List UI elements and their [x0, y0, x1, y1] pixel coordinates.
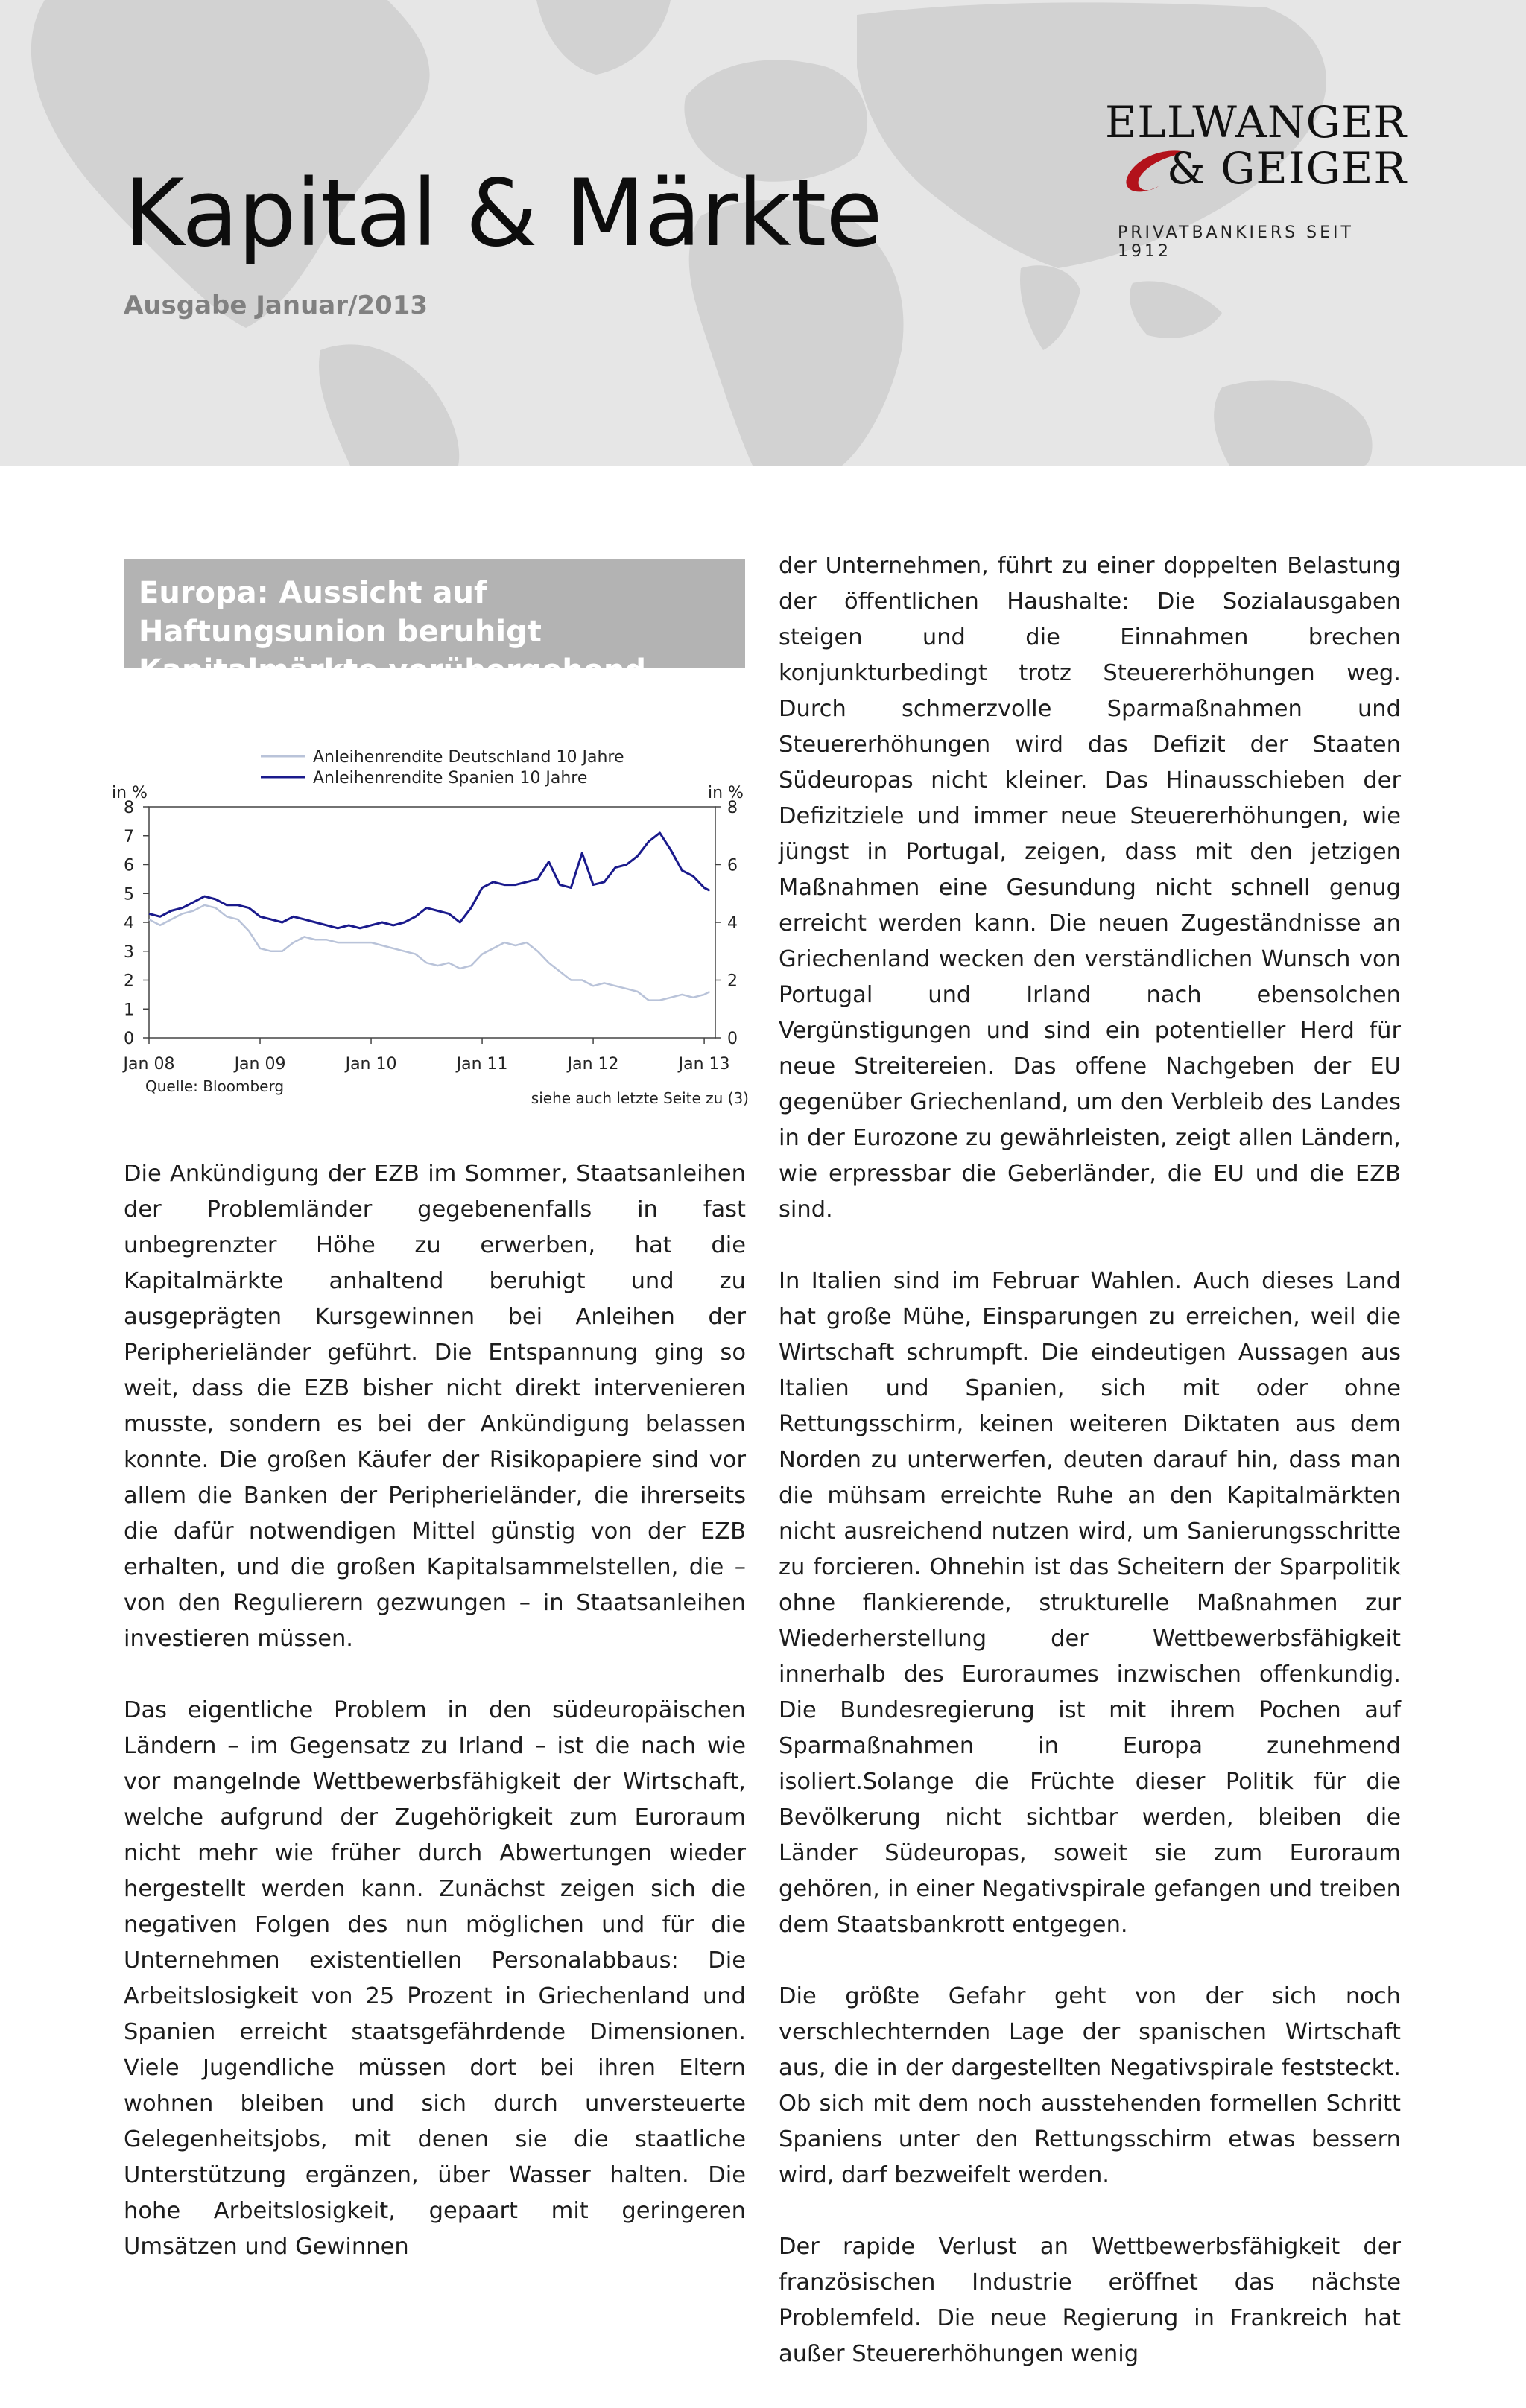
article-column-left: [124, 1156, 746, 2301]
y-right-axis-label: in %: [708, 784, 744, 802]
bank-logo: [1104, 97, 1416, 261]
article-column-right: [779, 548, 1401, 2408]
issue-label: Ausgabe Januar/2013: [124, 291, 428, 320]
logo-text-line1: ELLWANGER: [1104, 97, 1407, 148]
x-tick-label: Jan 12: [567, 1055, 619, 1074]
x-tick-label: Jan 10: [345, 1055, 397, 1074]
y-left-tick-label: 7: [124, 827, 134, 846]
article-paragraph: der Unternehmen, führt zu einer doppelten Belastung der öffentlichen Haushalte: Die Sozialausgaben steigen und die Einnahmen brechen konjunkturbedingt trotz Steuererhöhungen weg. Durch schmerzvolle Sparmaßnahmen und Steuererhöhungen wird das Defizit der Staaten Südeuropas nicht kleiner. Das Hinausschieben der Defizitziele und immer neue Steuererhöhungen, wie jüngst in Portugal, zeigen, dass mit den jetzigen Maßnahmen eine Gesundung nicht schnell genug erreicht werden kann. Die neuen Zugeständnisse an Griechenland wecken den verständlichen Wunsch von Portugal und Irland nach ebensolchen Vergünstigungen und sind ein potentieller Herd für neue Streitereien. Das offene Nachgeben der EU gegenüber Griechenland, um den Verbleib des Landes in der Eurozone zu gewährleisten, zeigt allen Ländern, wie erpressbar die Geberländer, die EU und die EZB sind.: [779, 553, 1401, 1223]
y-right-tick-label: 6: [727, 856, 738, 875]
map-south-america: [319, 344, 459, 466]
map-southeast-asia: [1130, 281, 1222, 338]
series-line-spanien: [149, 833, 710, 928]
y-left-tick-label: 4: [124, 914, 134, 933]
document-title: Kapital & Märkte: [124, 160, 882, 267]
chart-note: siehe auch letzte Seite zu (3): [531, 1089, 749, 1106]
headline-box: [124, 559, 745, 688]
series-line-deutschland: [149, 905, 710, 1001]
article-paragraph: Der rapide Verlust an Wettbewerbsfähigkeit der französischen Industrie eröffnet das nächste Problemfeld. Die neue Regierung in Frankreich hat außer Steuererhöhungen wenig: [779, 2234, 1401, 2367]
chart-source: Quelle: Bloomberg: [145, 1077, 285, 1095]
article-paragraph: Die Ankündigung der EZB im Sommer, Staatsanleihen der Problemländer gegebenenfalls in fast unbegrenzter Höhe zu erwerben, hat die Kapitalmärkte anhaltend beruhigt und zu ausgeprägten Kursgewinnen bei Anleihen der Peripherieländer geführt. Die Entspannung ging so weit, dass die EZB bisher nicht direkt intervenieren musste, sondern es bei der Ankündigung belassen konnte. Die großen Käufer der Risikopapiere sind vor allem die Banken der Peripherieländer, die ihrerseits die dafür notwendigen Mittel günstig von der EZB erhalten, und die großen Kapitalsammelstellen, die – von den Regulierern gezwungen – in Staatsanleihen investieren müssen.: [124, 1161, 746, 1652]
article-headline: Europa: Aussicht auf Haftungsunion beruhigt Kapitalmärkte vorübergehend: [139, 576, 647, 688]
y-left-axis-label: in %: [112, 784, 148, 802]
article-paragraph: In Italien sind im Februar Wahlen. Auch dieses Land hat große Mühe, Einsparungen zu erreichen, weil die Wirtschaft schrumpft. Die eindeutigen Aussagen aus Italien und Spanien, sich mit oder ohne Rettungsschirm, keinen weiteren Diktaten aus dem Norden zu unterwerfen, deuten darauf hin, dass man die mühsam erreichte Ruhe an den Kapitalmärkten nicht ausreichend nutzen wird, um Sanierungsschritte zu forcieren. Ohnehin ist das Scheitern der Sparpolitik ohne flankierende, strukturelle Maßnahmen zur Wiederherstellung der Wettbewerbsfähigkeit innerhalb des Euroraumes inzwischen offenkundig. Die Bundesregierung ist mit ihrem Pochen auf Sparmaßnahmen in Europa zunehmend isoliert.Solange die Früchte dieser Politik für die Bevölkerung nicht sichtbar werden, bleiben die Länder Südeuropas, soweit sie zum Euroraum gehören, in einer Negativspirale gefangen und treiben dem Staatsbankrott entgegen.: [779, 1268, 1401, 1938]
y-left-tick-label: 0: [124, 1030, 134, 1048]
x-tick-label: Jan 11: [456, 1055, 508, 1074]
legend-label: Anleihenrendite Spanien 10 Jahre: [313, 769, 588, 788]
y-left-tick-label: 1: [124, 1001, 134, 1020]
x-tick-label: Jan 13: [678, 1055, 730, 1074]
y-left-tick-label: 2: [124, 972, 134, 991]
header-banner: [0, 0, 1526, 466]
y-right-tick-label: 4: [727, 914, 738, 933]
x-tick-label: Jan 08: [123, 1055, 175, 1074]
logo-text-line2: & GEIGER: [1167, 143, 1407, 194]
y-right-tick-label: 2: [727, 972, 738, 991]
article-paragraph: Das eigentliche Problem in den südeuropäischen Ländern – im Gegensatz zu Irland – ist die nach wie vor mangelnde Wettbewerbsfähigkeit der Wirtschaft, welche aufgrund der Zugehörigkeit zum Euroraum nicht mehr wie früher durch Abwertungen wieder hergestellt werden kann. Zunächst zeigen sich die negativen Folgen des nun möglichen und für die Unternehmen existentiellen Personalabbaus: Die Arbeitslosigkeit von 25 Prozent in Griechenland und Spanien erreicht staatsgefährdende Dimensionen. Viele Jugendliche müssen dort bei ihren Eltern wohnen bleiben und sich durch unversteuerte Gelegenheitsjobs, mit denen sie die staatliche Unterstützung ergänzen, über Wasser halten. Die hohe Arbeitslosigkeit, gepaart mit geringeren Umsätzen und Gewinnen: [124, 1697, 746, 2260]
article-paragraph: Die größte Gefahr geht von der sich noch verschlechternden Lage der spanischen Wirtschaft aus, die in der dargestellten Negativspirale feststeckt. Ob sich mit dem noch ausstehenden formellen Schritt Spaniens unter den Rettungsschirm etwas bessern wird, darf bezweifelt werden.: [779, 1983, 1401, 2188]
legend-label: Anleihenrendite Deutschland 10 Jahre: [313, 748, 624, 767]
y-left-tick-label: 8: [124, 799, 134, 817]
x-tick-label: Jan 09: [234, 1055, 286, 1074]
y-left-tick-label: 5: [124, 885, 134, 904]
y-right-tick-label: 8: [727, 799, 738, 817]
y-right-tick-label: 0: [727, 1030, 738, 1048]
y-left-tick-label: 6: [124, 856, 134, 875]
map-australia: [1214, 380, 1372, 466]
map-india: [1020, 265, 1080, 350]
map-greenland: [536, 0, 671, 75]
plot-frame: [149, 807, 715, 1038]
yield-chart: [104, 734, 775, 1106]
logo-tagline: PRIVATBANKIERS SEIT 1912: [1118, 224, 1354, 261]
y-left-tick-label: 3: [124, 942, 134, 962]
